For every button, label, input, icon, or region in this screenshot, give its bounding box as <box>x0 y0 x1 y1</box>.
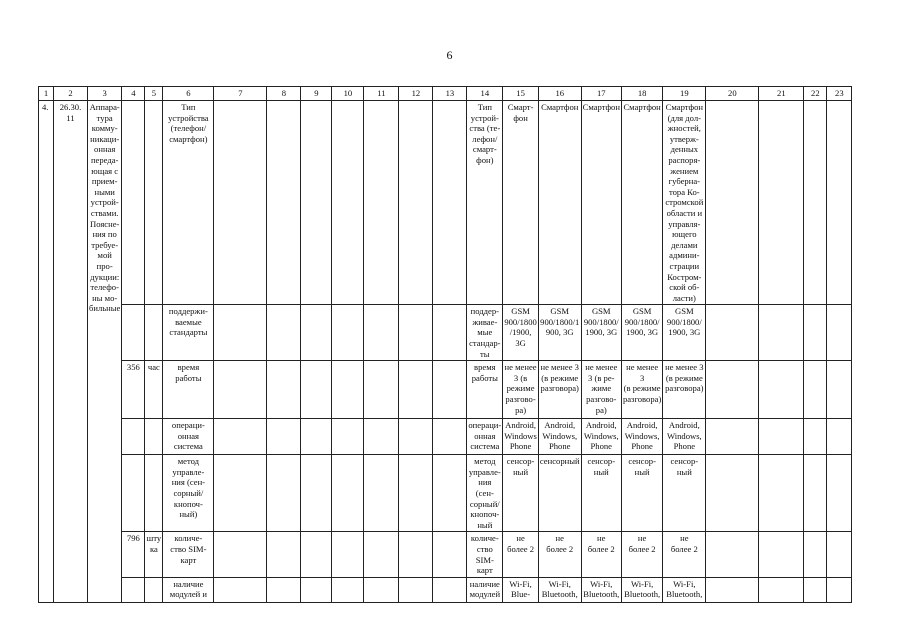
empty-cell <box>267 532 301 577</box>
empty-cell <box>301 101 332 305</box>
empty-cell <box>364 577 399 602</box>
cell-c14: операци- онная система <box>467 419 503 455</box>
empty-cell <box>214 419 267 455</box>
cell-c4 <box>122 455 145 532</box>
empty-cell <box>364 419 399 455</box>
table-row <box>39 577 852 602</box>
column-number: 18 <box>621 87 662 101</box>
column-number: 3 <box>88 87 122 101</box>
column-number: 8 <box>267 87 301 101</box>
cell-c14: поддер- живае- мые стандар- ты <box>467 305 503 361</box>
cell-c19: GSM 900/1800/ 1900, 3G <box>663 305 706 361</box>
cell-c19: Смартфон (для дол- жностей, утверж- денных распоря- жением губерна- тора Ко- стромской области и управля- ющего делами админи- страции Костром- ской об- ласти) <box>663 101 706 305</box>
cell-c19: Android, Windows, Phone <box>663 419 706 455</box>
cell-c16: сенсорный <box>538 455 581 532</box>
cell-c5 <box>145 577 163 602</box>
cell-c16: Смартфон <box>538 101 581 305</box>
cell-c15: не более 2 <box>503 532 539 577</box>
empty-cell <box>433 455 467 532</box>
cell-c3: Аппара- тура комму- никаци- онная переда- ющая с прием- ными устрой- ствами. Поясне- ния по требуе- мой про- дукции: телефо- ны мо- бильные <box>88 101 122 603</box>
empty-cell <box>332 419 364 455</box>
empty-cell <box>706 361 759 419</box>
cell-c5 <box>145 305 163 361</box>
column-number: 21 <box>759 87 804 101</box>
cell-c14: количе- ство SIM-карт <box>467 532 503 577</box>
empty-cell <box>759 101 804 305</box>
empty-cell <box>433 419 467 455</box>
empty-cell <box>267 305 301 361</box>
cell-c6: поддержи- ваемые стандарты <box>163 305 214 361</box>
empty-cell <box>364 532 399 577</box>
column-number: 10 <box>332 87 364 101</box>
page-number: 6 <box>446 48 453 62</box>
cell-c15: сенсор- ный <box>503 455 539 532</box>
empty-cell <box>267 101 301 305</box>
column-number: 7 <box>214 87 267 101</box>
empty-cell <box>332 101 364 305</box>
cell-c5: час <box>145 361 163 419</box>
empty-cell <box>804 305 827 361</box>
cell-c17: сенсор- ный <box>581 455 621 532</box>
cell-c18: сенсор- ный <box>621 455 662 532</box>
cell-c14: время работы <box>467 361 503 419</box>
empty-cell <box>301 419 332 455</box>
column-number: 4 <box>122 87 145 101</box>
column-number: 13 <box>433 87 467 101</box>
empty-cell <box>433 101 467 305</box>
cell-c2: 26.30. 11 <box>54 101 88 603</box>
empty-cell <box>301 577 332 602</box>
empty-cell <box>759 305 804 361</box>
cell-c15: Смарт- фон <box>503 101 539 305</box>
cell-c18: не менее 3 (в режиме разговора) <box>621 361 662 419</box>
column-number: 12 <box>399 87 433 101</box>
header-row <box>39 87 852 101</box>
column-number: 22 <box>804 87 827 101</box>
cell-c6: время работы <box>163 361 214 419</box>
cell-c18: не более 2 <box>621 532 662 577</box>
cell-c15: не менее 3 (в режиме разгово- ра) <box>503 361 539 419</box>
empty-cell <box>332 532 364 577</box>
column-number: 1 <box>39 87 54 101</box>
empty-cell <box>804 455 827 532</box>
cell-c6: количе- ство SIM- карт <box>163 532 214 577</box>
cell-c15: Android, Windows Phone <box>503 419 539 455</box>
column-number: 5 <box>145 87 163 101</box>
empty-cell <box>267 361 301 419</box>
cell-c5: шту ка <box>145 532 163 577</box>
empty-cell <box>804 577 827 602</box>
cell-c4 <box>122 419 145 455</box>
empty-cell <box>332 455 364 532</box>
cell-c15: Wi-Fi, Blue- <box>503 577 539 602</box>
empty-cell <box>759 361 804 419</box>
empty-cell <box>267 419 301 455</box>
empty-cell <box>214 361 267 419</box>
empty-cell <box>433 305 467 361</box>
cell-c17: Wi-Fi, Bluetooth, <box>581 577 621 602</box>
cell-c1: 4. <box>39 101 54 603</box>
column-number: 15 <box>503 87 539 101</box>
empty-cell <box>804 532 827 577</box>
cell-c19: не более 2 <box>663 532 706 577</box>
column-number: 2 <box>54 87 88 101</box>
cell-c19: сенсор- ный <box>663 455 706 532</box>
requirements-table <box>38 86 852 603</box>
empty-cell <box>364 305 399 361</box>
cell-c6: операци- онная система <box>163 419 214 455</box>
empty-cell <box>399 361 433 419</box>
empty-cell <box>827 532 852 577</box>
cell-c4: 356 <box>122 361 145 419</box>
cell-c19: не менее 3 (в режиме разговора) <box>663 361 706 419</box>
empty-cell <box>827 361 852 419</box>
cell-c6: наличие модулей и <box>163 577 214 602</box>
empty-cell <box>301 455 332 532</box>
cell-c14: наличие модулей <box>467 577 503 602</box>
empty-cell <box>759 455 804 532</box>
cell-c18: Wi-Fi, Bluetooth, <box>621 577 662 602</box>
table-row <box>39 532 852 577</box>
empty-cell <box>706 577 759 602</box>
empty-cell <box>399 577 433 602</box>
empty-cell <box>706 305 759 361</box>
cell-c4 <box>122 305 145 361</box>
cell-c4 <box>122 577 145 602</box>
cell-c16: Wi-Fi, Bluetooth, <box>538 577 581 602</box>
empty-cell <box>433 577 467 602</box>
column-number: 11 <box>364 87 399 101</box>
column-number: 16 <box>538 87 581 101</box>
empty-cell <box>267 455 301 532</box>
table-row <box>39 361 852 419</box>
empty-cell <box>706 455 759 532</box>
empty-cell <box>399 101 433 305</box>
column-number: 14 <box>467 87 503 101</box>
cell-c4: 796 <box>122 532 145 577</box>
empty-cell <box>332 305 364 361</box>
empty-cell <box>827 577 852 602</box>
cell-c15: GSM 900/1800 /1900, 3G <box>503 305 539 361</box>
empty-cell <box>214 577 267 602</box>
cell-c19: Wi-Fi, Bluetooth, <box>663 577 706 602</box>
empty-cell <box>804 419 827 455</box>
cell-c16: не более 2 <box>538 532 581 577</box>
column-number: 17 <box>581 87 621 101</box>
empty-cell <box>399 532 433 577</box>
cell-c16: не менее 3 (в режиме разговора) <box>538 361 581 419</box>
cell-c17: Android, Windows, Phone <box>581 419 621 455</box>
cell-c4 <box>122 101 145 305</box>
table-row <box>39 419 852 455</box>
column-number: 20 <box>706 87 759 101</box>
empty-cell <box>399 305 433 361</box>
empty-cell <box>759 419 804 455</box>
column-number: 6 <box>163 87 214 101</box>
table-row <box>39 101 852 305</box>
empty-cell <box>433 532 467 577</box>
empty-cell <box>301 305 332 361</box>
cell-c17: Смартфон <box>581 101 621 305</box>
empty-cell <box>827 305 852 361</box>
empty-cell <box>332 361 364 419</box>
empty-cell <box>827 455 852 532</box>
cell-c18: GSM 900/1800/ 1900, 3G <box>621 305 662 361</box>
empty-cell <box>364 101 399 305</box>
cell-c5 <box>145 419 163 455</box>
table-body <box>39 87 852 603</box>
empty-cell <box>827 419 852 455</box>
cell-c14: Тип устрой- ства (те- лефон/ смарт- фон) <box>467 101 503 305</box>
cell-c6: метод управле- ния (сен- сорный/ кнопоч- ный) <box>163 455 214 532</box>
cell-c16: GSM 900/1800/1 900, 3G <box>538 305 581 361</box>
column-number: 9 <box>301 87 332 101</box>
empty-cell <box>301 532 332 577</box>
empty-cell <box>301 361 332 419</box>
table-row <box>39 455 852 532</box>
cell-c6: Тип устройства (телефон/ смартфон) <box>163 101 214 305</box>
empty-cell <box>433 361 467 419</box>
column-number: 23 <box>827 87 852 101</box>
empty-cell <box>804 101 827 305</box>
cell-c16: Android, Windows, Phone <box>538 419 581 455</box>
empty-cell <box>706 101 759 305</box>
table-row <box>39 305 852 361</box>
empty-cell <box>827 101 852 305</box>
cell-c5 <box>145 101 163 305</box>
empty-cell <box>759 532 804 577</box>
empty-cell <box>399 419 433 455</box>
column-number: 19 <box>663 87 706 101</box>
empty-cell <box>214 532 267 577</box>
empty-cell <box>214 101 267 305</box>
empty-cell <box>706 532 759 577</box>
empty-cell <box>364 361 399 419</box>
cell-c5 <box>145 455 163 532</box>
cell-c17: GSM 900/1800/ 1900, 3G <box>581 305 621 361</box>
empty-cell <box>804 361 827 419</box>
empty-cell <box>706 419 759 455</box>
empty-cell <box>214 455 267 532</box>
cell-c18: Смартфон <box>621 101 662 305</box>
empty-cell <box>759 577 804 602</box>
empty-cell <box>214 305 267 361</box>
cell-c14: метод управле- ния (сен- сорный/ кнопоч- ный <box>467 455 503 532</box>
empty-cell <box>267 577 301 602</box>
empty-cell <box>399 455 433 532</box>
empty-cell <box>332 577 364 602</box>
cell-c18: Android, Windows, Phone <box>621 419 662 455</box>
cell-c17: не более 2 <box>581 532 621 577</box>
empty-cell <box>364 455 399 532</box>
cell-c17: не менее 3 (в ре- жиме разгово- ра) <box>581 361 621 419</box>
